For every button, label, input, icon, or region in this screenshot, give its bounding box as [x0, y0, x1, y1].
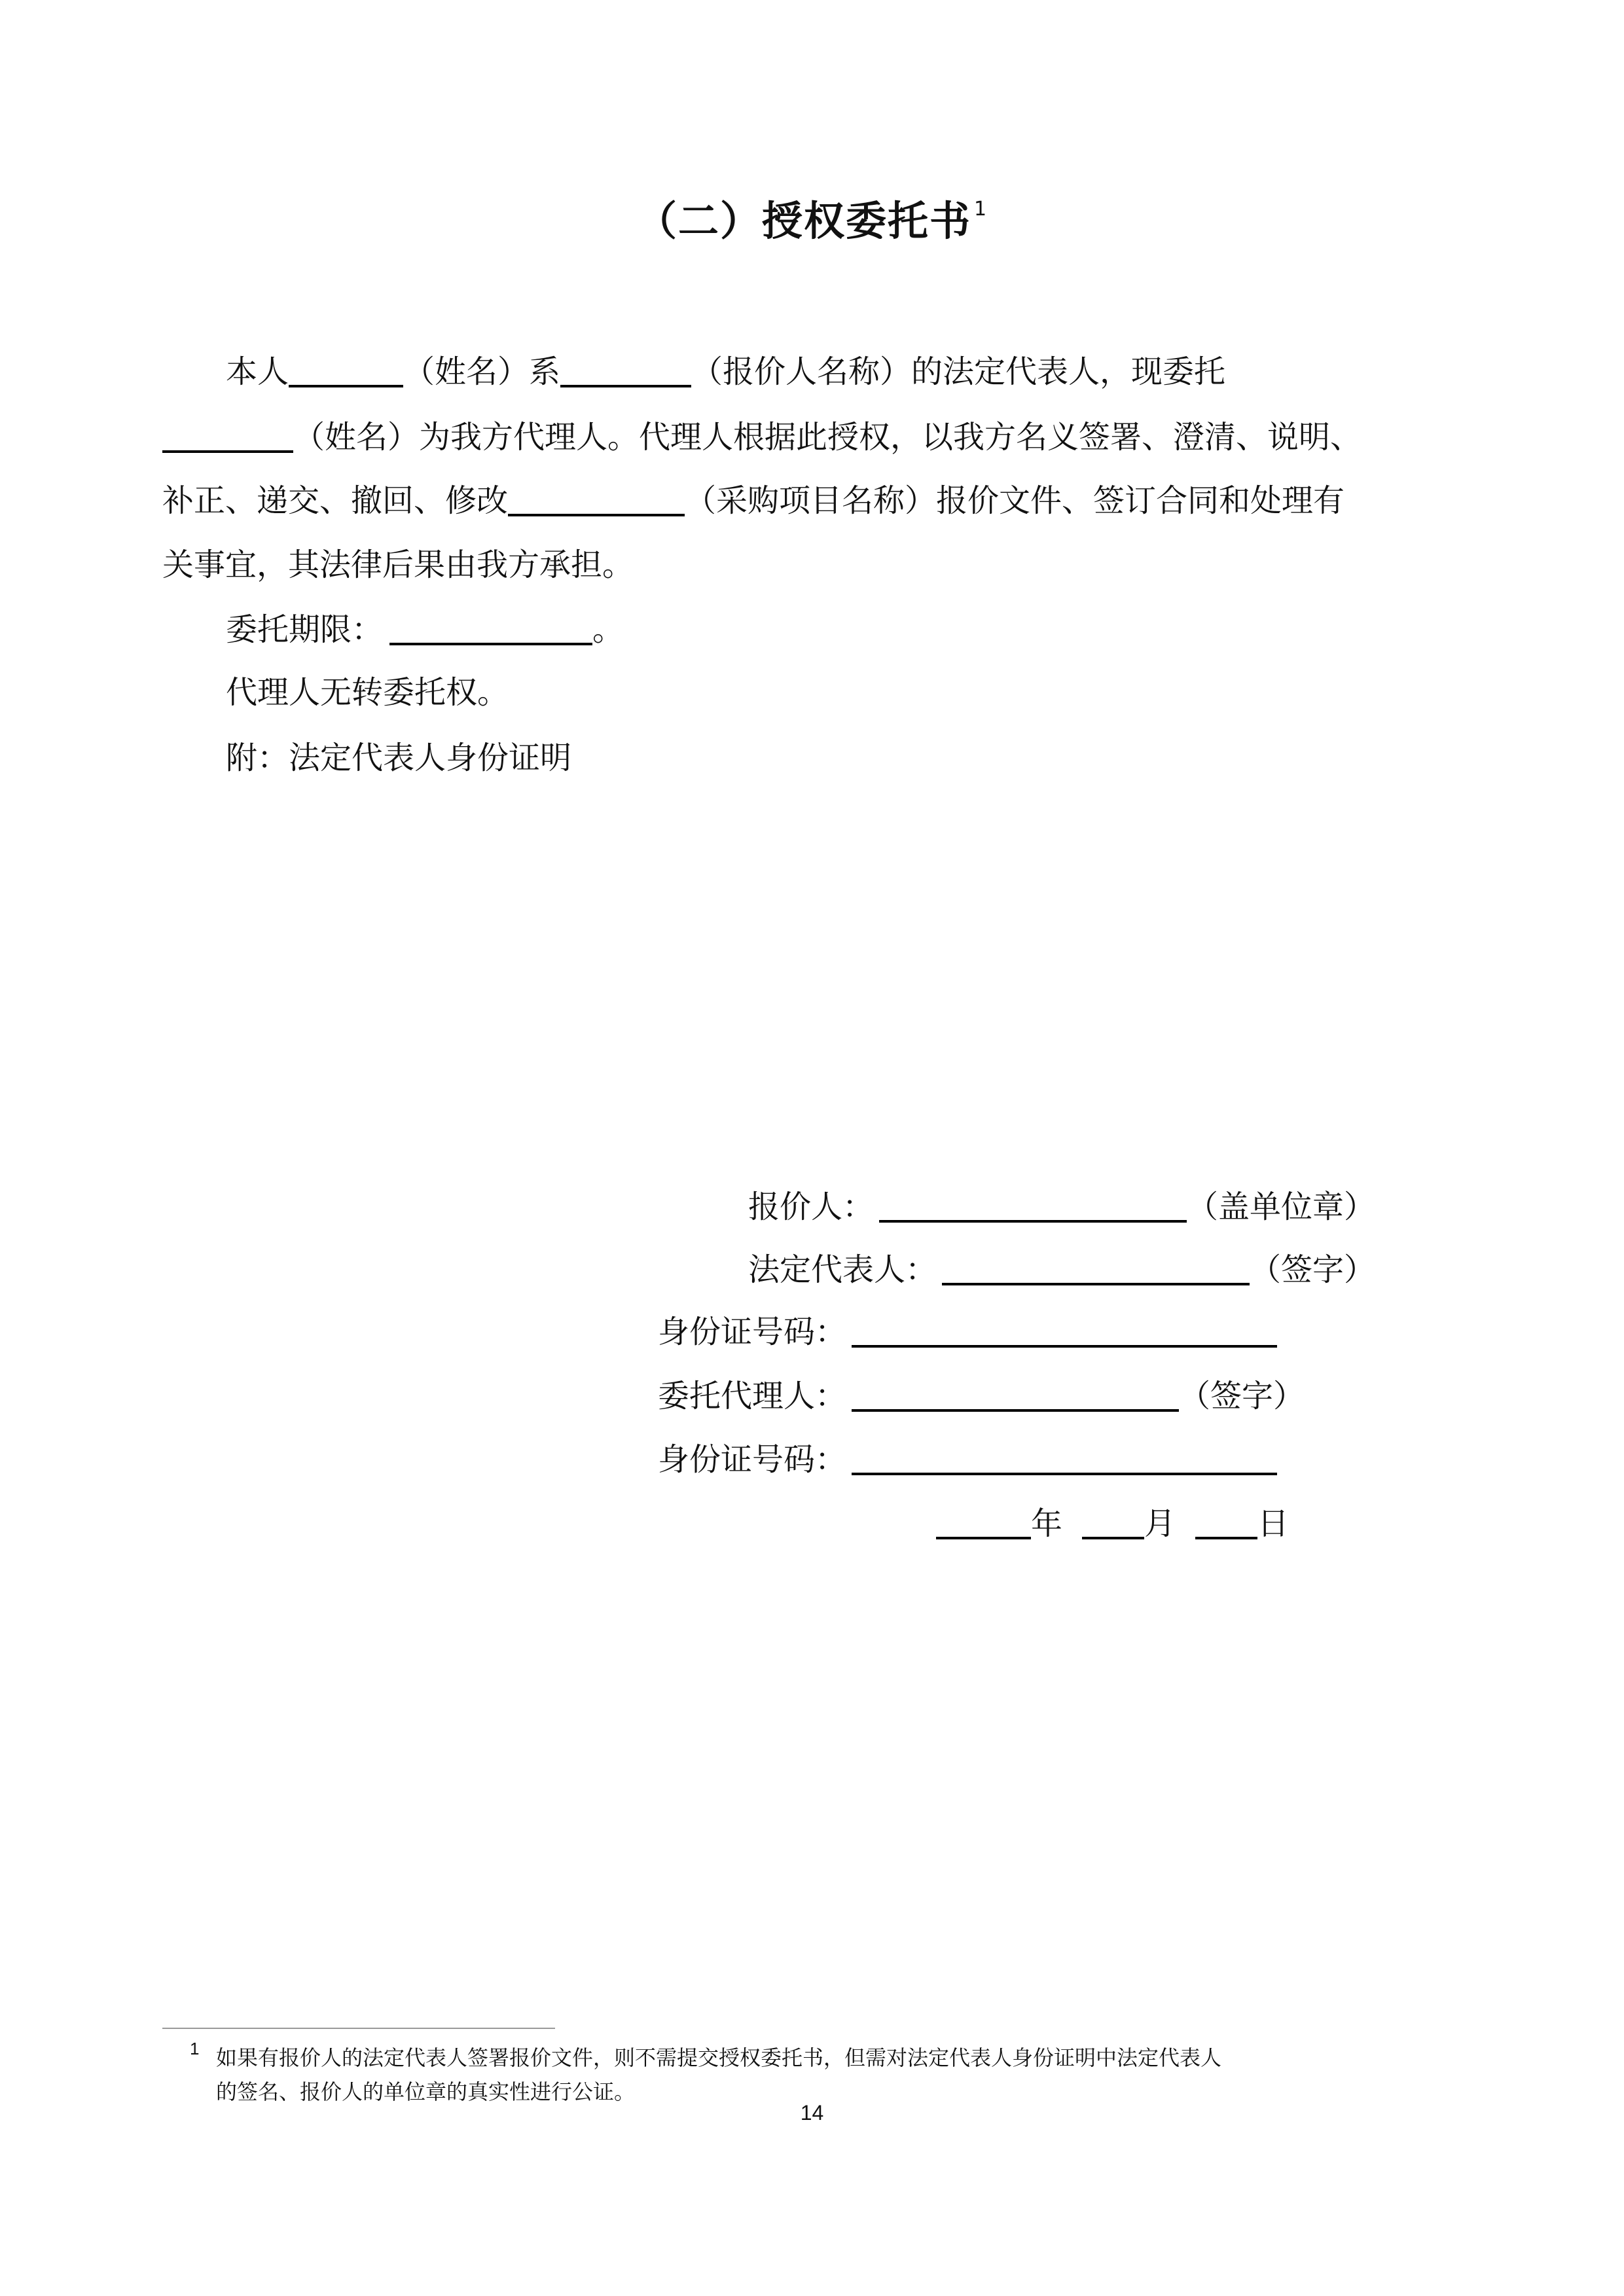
bidder-blank[interactable]: [879, 1182, 1187, 1223]
text-project: （采购项目名称）报价文件、签订合同和处理有: [685, 482, 1345, 519]
paragraph-line-3: [162, 475, 1344, 527]
text-authorization: （姓名）为我方代理人。代理人根据此授权，以我方名义签署、澄清、说明、: [293, 419, 1362, 456]
footnote-line-1: 如果有报价人的法定代表人签署报价文件，则不需提交授权委托书，但需对法定代表人身份证明中法定代表人: [216, 2045, 1222, 2070]
footnote-number: 1: [190, 2039, 200, 2058]
bidder-signature-line: [748, 1181, 1375, 1233]
name-blank[interactable]: [289, 347, 403, 387]
paragraph-line-1: [226, 346, 1225, 398]
footnote-ref: 1: [973, 198, 988, 221]
paragraph-line-2: [162, 411, 1362, 463]
term-label: 委托期限：: [226, 611, 384, 648]
page-number: 14: [800, 2101, 824, 2125]
text-self: 本人: [226, 353, 289, 390]
term-blank[interactable]: [389, 605, 592, 645]
month-label: 月: [1144, 1505, 1176, 1542]
id1-blank[interactable]: [852, 1307, 1277, 1348]
legal-rep-signature-line: [748, 1244, 1375, 1296]
term-line: [226, 603, 624, 656]
id2-label: 身份证号码：: [658, 1441, 847, 1478]
text-name-of: （姓名）系: [403, 353, 561, 390]
agent-suffix: （签字）: [1179, 1378, 1305, 1414]
attachment-line: 附：法定代表人身份证明: [226, 740, 572, 776]
text-actions: 补正、递交、撤回、修改: [162, 482, 509, 519]
agent-signature-line: [658, 1370, 1305, 1422]
term-end: 。: [592, 611, 624, 648]
text-legal-rep: （报价人名称）的法定代表人，现委托: [691, 353, 1226, 390]
day-blank[interactable]: [1195, 1499, 1257, 1539]
id-number-line-1: [658, 1306, 1277, 1358]
paragraph-line-4: 关事宜，其法律后果由我方承担。: [162, 547, 634, 583]
no-sub-delegation: 代理人无转委托权。: [226, 674, 509, 711]
project-name-blank[interactable]: [508, 476, 685, 516]
date-line: [936, 1498, 1289, 1550]
id1-label: 身份证号码：: [658, 1314, 847, 1350]
legal-rep-blank[interactable]: [942, 1245, 1250, 1285]
agent-label: 委托代理人：: [658, 1378, 847, 1414]
page-title: [0, 177, 1624, 254]
title-text: （二）授权委托书: [636, 197, 971, 245]
id2-blank[interactable]: [852, 1435, 1277, 1475]
year-label: 年: [1031, 1505, 1063, 1542]
id-number-line-2: [658, 1433, 1277, 1486]
bidder-name-blank[interactable]: [560, 347, 691, 387]
year-blank[interactable]: [936, 1499, 1031, 1539]
agent-blank[interactable]: [852, 1371, 1179, 1412]
day-label: 日: [1257, 1505, 1290, 1542]
agent-name-blank[interactable]: [162, 412, 293, 453]
month-blank[interactable]: [1082, 1499, 1144, 1539]
legal-rep-suffix: （签字）: [1250, 1251, 1376, 1288]
footnote-line-2: 的签名、报价人的单位章的真实性进行公证。: [216, 2079, 636, 2104]
legal-rep-label: 法定代表人：: [748, 1251, 937, 1288]
bidder-suffix: （盖单位章）: [1187, 1189, 1376, 1225]
footnote-separator: [162, 2028, 555, 2029]
bidder-label: 报价人：: [748, 1189, 875, 1225]
